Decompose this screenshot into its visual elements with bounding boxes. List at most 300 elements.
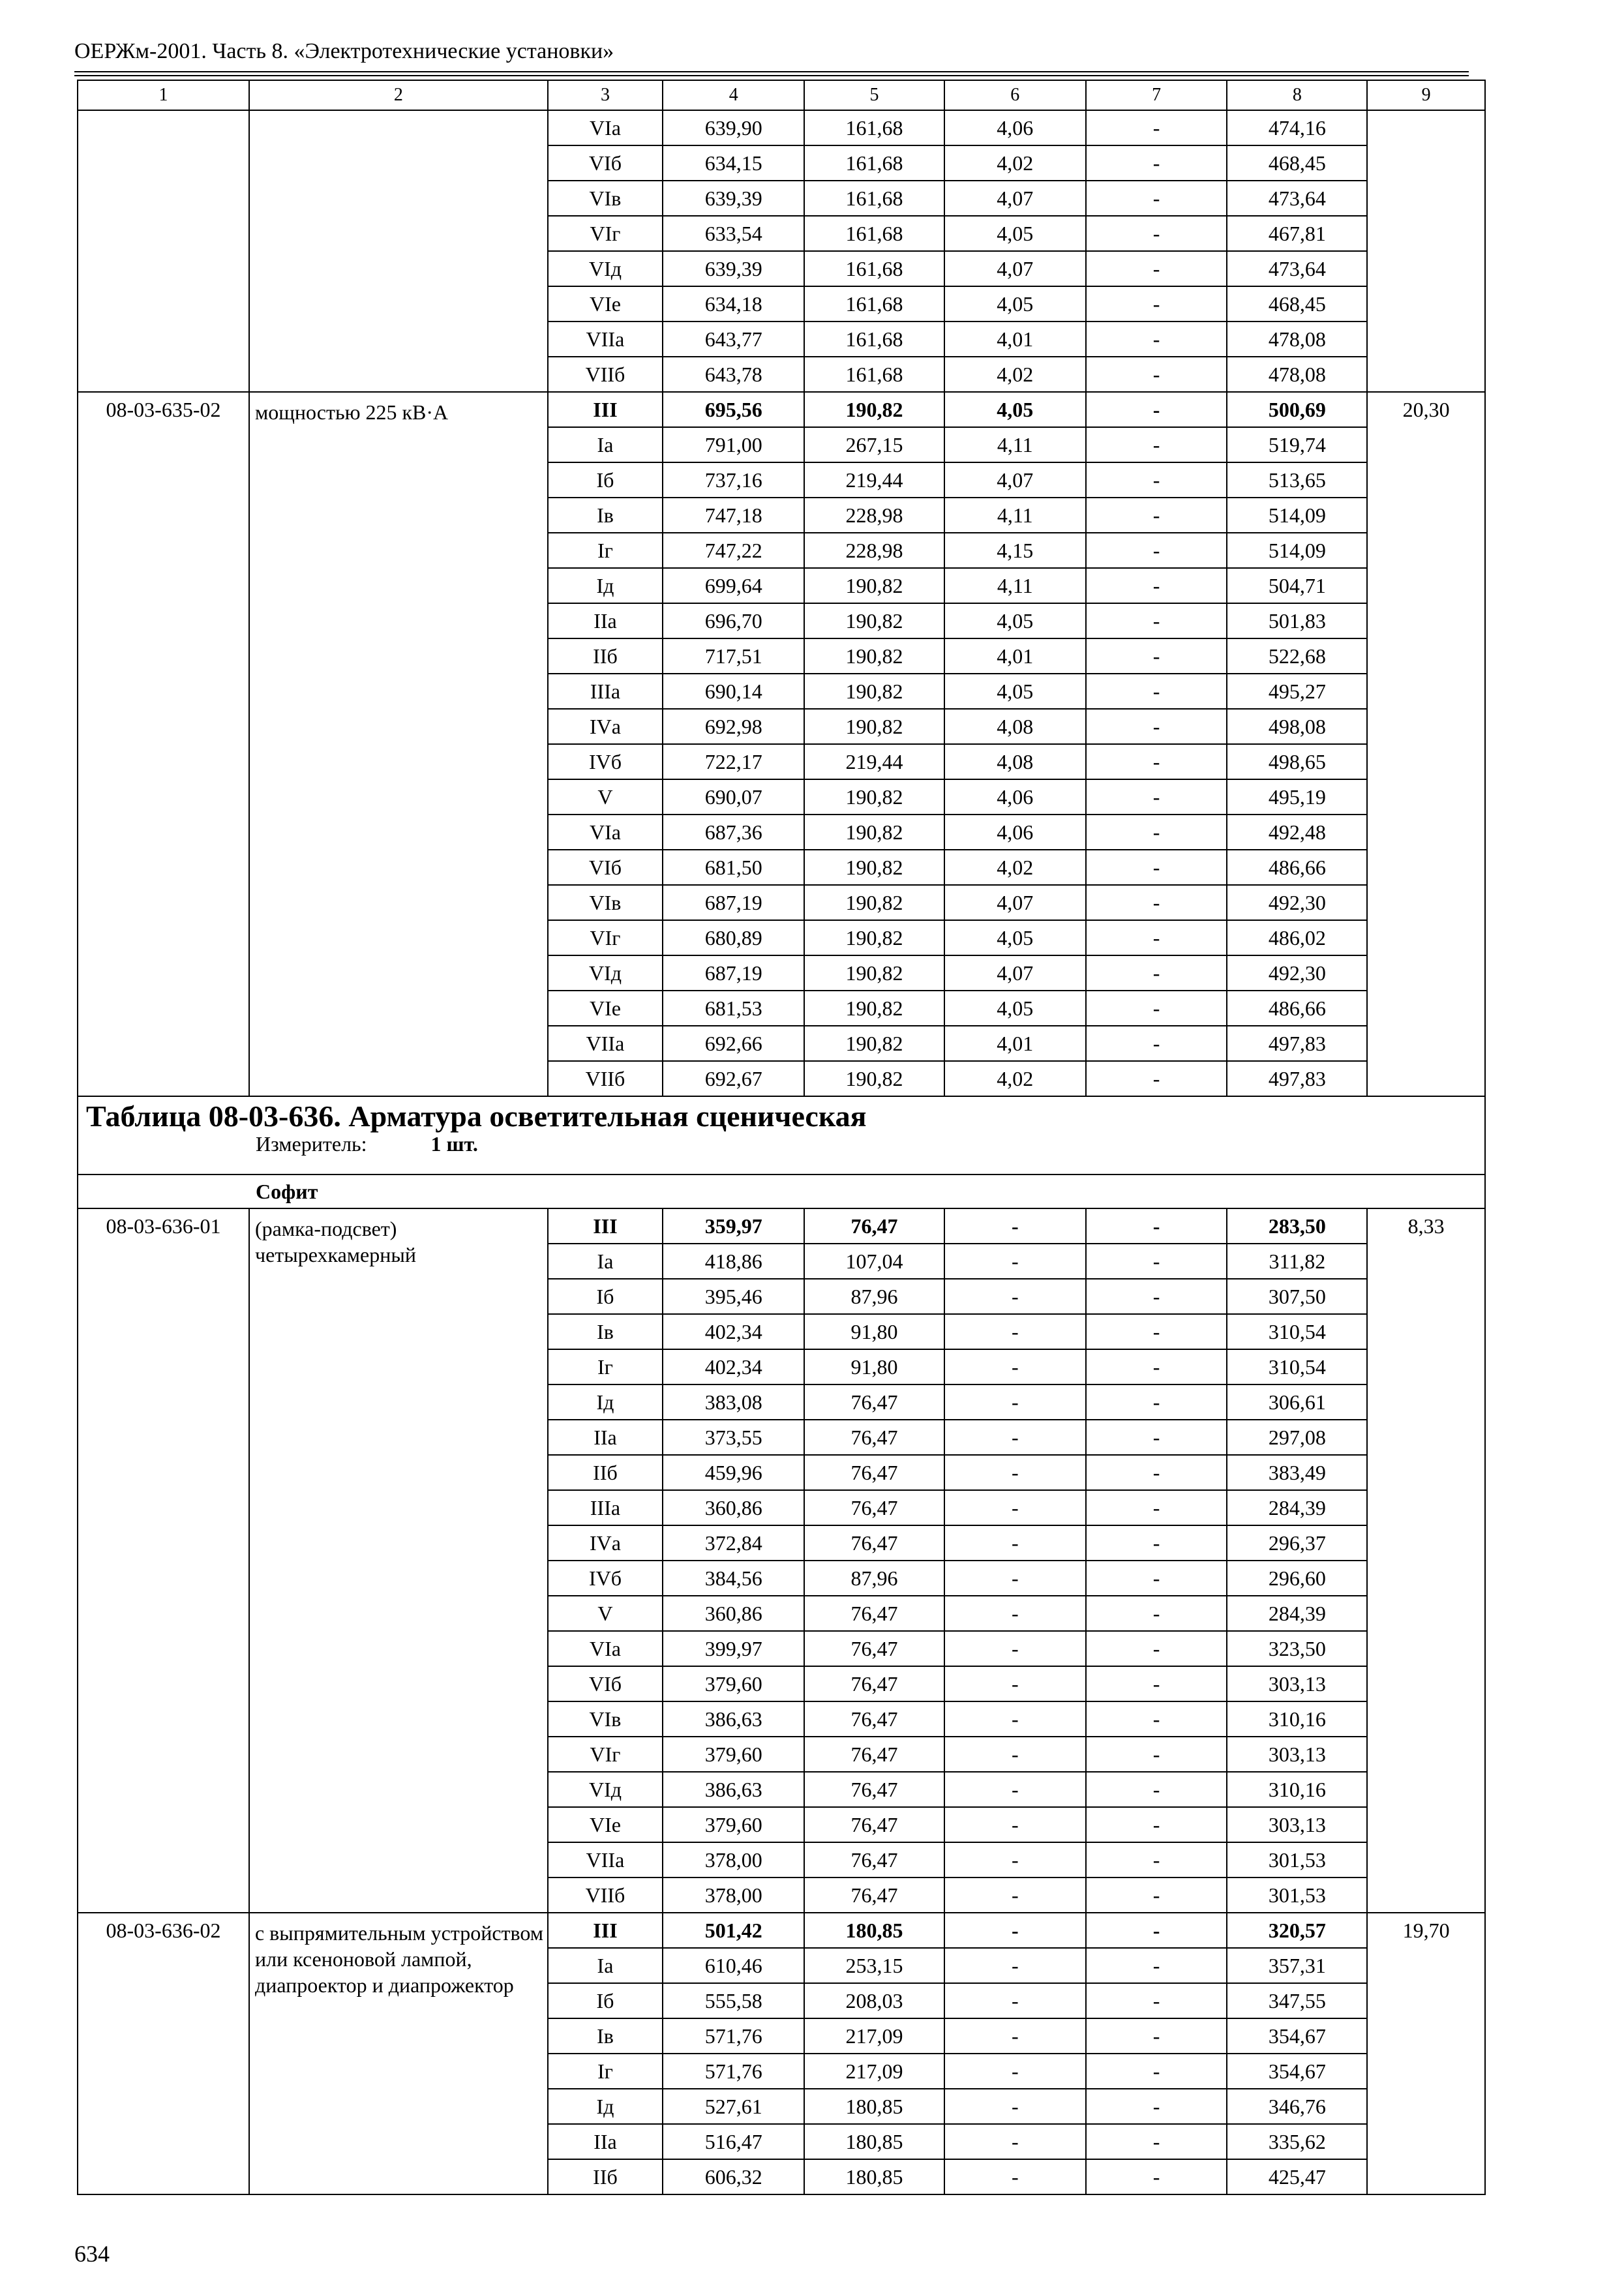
table-cell: 747,18	[663, 498, 804, 533]
table-cell: 4,05	[944, 920, 1086, 955]
table-cell: 76,47	[804, 1631, 944, 1666]
table-cell: -	[1086, 498, 1227, 533]
table-cell: 379,60	[663, 1737, 804, 1772]
table-cell: IIб	[548, 638, 663, 674]
table-cell: 486,66	[1227, 991, 1367, 1026]
table-cell: 498,08	[1227, 709, 1367, 744]
table-cell: 555,58	[663, 1983, 804, 2018]
table-cell: IVа	[548, 709, 663, 744]
table-cell: VIе	[548, 991, 663, 1026]
table-cell: Iг	[548, 1349, 663, 1384]
table-cell: 492,30	[1227, 885, 1367, 920]
table-cell: 383,49	[1227, 1455, 1367, 1490]
table-cell: Iг	[548, 533, 663, 568]
table-cell: 737,16	[663, 462, 804, 498]
table-cell: 4,02	[944, 850, 1086, 885]
table-cell: 4,06	[944, 779, 1086, 815]
item-name: (рамка-подсвет) четырехкамерный	[249, 1208, 548, 1913]
table-cell: 643,77	[663, 322, 804, 357]
table-cell: -	[1086, 2054, 1227, 2089]
table-cell: -	[1086, 603, 1227, 638]
table-cell: 681,53	[663, 991, 804, 1026]
table-cell: 495,19	[1227, 779, 1367, 815]
table-cell: 303,13	[1227, 1666, 1367, 1701]
table-cell: 161,68	[804, 357, 944, 392]
table-cell: 634,18	[663, 286, 804, 322]
table-cell: 4,07	[944, 955, 1086, 991]
group-cell	[78, 1174, 1485, 1208]
table-cell: 76,47	[804, 1525, 944, 1561]
column-number: 6	[944, 80, 1086, 110]
table-cell: 402,34	[663, 1314, 804, 1349]
item-weight: 19,70	[1367, 1913, 1485, 2194]
item-name: с выпрямительным устройством или ксеноновой лампой, диапроектор и диапрожектор	[249, 1913, 548, 2194]
table-cell: -	[944, 2089, 1086, 2124]
table-cell: -	[1086, 779, 1227, 815]
table-cell: -	[944, 1420, 1086, 1455]
table-cell: -	[944, 1701, 1086, 1737]
table-cell: 323,50	[1227, 1631, 1367, 1666]
item-code: 08-03-635-02	[78, 392, 249, 1096]
table-cell: 4,01	[944, 638, 1086, 674]
table-cell: 76,47	[804, 1666, 944, 1701]
table-cell: 687,36	[663, 815, 804, 850]
table-cell: VIе	[548, 286, 663, 322]
table-cell: 747,22	[663, 533, 804, 568]
table-cell: 690,14	[663, 674, 804, 709]
table-cell: 228,98	[804, 533, 944, 568]
running-header: ОЕРЖм-2001. Часть 8. «Электротехнические установки»	[74, 39, 614, 63]
item-code: 08-03-636-02	[78, 1913, 249, 2194]
table-cell: -	[944, 1631, 1086, 1666]
table-cell: 386,63	[663, 1701, 804, 1737]
table-cell: 267,15	[804, 427, 944, 462]
table-cell: 4,02	[944, 1061, 1086, 1096]
table-cell: 473,64	[1227, 181, 1367, 216]
table-cell: 4,05	[944, 674, 1086, 709]
table-cell: Iд	[548, 2089, 663, 2124]
table-cell: -	[1086, 251, 1227, 286]
table-cell: -	[944, 1913, 1086, 1948]
table-cell: 310,54	[1227, 1314, 1367, 1349]
table-cell: 307,50	[1227, 1279, 1367, 1314]
table-cell: 610,46	[663, 1948, 804, 1983]
table-cell: 383,08	[663, 1384, 804, 1420]
table-cell: IVб	[548, 1561, 663, 1596]
table-cell: 513,65	[1227, 462, 1367, 498]
table-cell: 301,53	[1227, 1842, 1367, 1878]
table-cell: VIв	[548, 885, 663, 920]
table-cell: III	[548, 1913, 663, 1948]
table-cell: 504,71	[1227, 568, 1367, 603]
table-title: Таблица 08-03-636. Арматура осветительная сценическая	[86, 1100, 867, 1133]
table-cell: IVб	[548, 744, 663, 779]
table-cell: 478,08	[1227, 357, 1367, 392]
table-cell: -	[1086, 181, 1227, 216]
table-cell: 347,55	[1227, 1983, 1367, 2018]
table-cell: 76,47	[804, 1842, 944, 1878]
table-cell: Iв	[548, 2018, 663, 2054]
table-cell: 500,69	[1227, 392, 1367, 427]
table-cell: 190,82	[804, 815, 944, 850]
table-cell: 346,76	[1227, 2089, 1367, 2124]
table-cell: -	[1086, 1279, 1227, 1314]
table-cell: 522,68	[1227, 638, 1367, 674]
column-number: 1	[78, 80, 249, 110]
table-cell: 190,82	[804, 1061, 944, 1096]
table-cell: -	[944, 1455, 1086, 1490]
table-cell: 384,56	[663, 1561, 804, 1596]
table-cell: 360,86	[663, 1596, 804, 1631]
table-title-row	[78, 1096, 1485, 1174]
table-cell: 217,09	[804, 2054, 944, 2089]
table-cell: VIд	[548, 955, 663, 991]
table-cell: IIIа	[548, 1490, 663, 1525]
header-rule	[74, 71, 1469, 72]
table-cell: IIа	[548, 1420, 663, 1455]
table-cell: -	[1086, 638, 1227, 674]
column-number: 2	[249, 80, 548, 110]
table-cell: 217,09	[804, 2018, 944, 2054]
table-cell: VIе	[548, 1807, 663, 1842]
table-cell: -	[1086, 1561, 1227, 1596]
table-cell: 4,11	[944, 498, 1086, 533]
table-cell: -	[1086, 815, 1227, 850]
table-row	[78, 1913, 1485, 1948]
table-cell: 190,82	[804, 850, 944, 885]
table-cell: 284,39	[1227, 1596, 1367, 1631]
table-cell: 4,06	[944, 815, 1086, 850]
table-cell: -	[1086, 533, 1227, 568]
table-cell: -	[1086, 1490, 1227, 1525]
table-cell: 468,45	[1227, 286, 1367, 322]
table-cell: -	[944, 2018, 1086, 2054]
table-cell: 320,57	[1227, 1913, 1367, 1948]
table-cell: 425,47	[1227, 2159, 1367, 2194]
table-cell: 190,82	[804, 638, 944, 674]
table-cell: III	[548, 392, 663, 427]
table-cell: -	[944, 1279, 1086, 1314]
table-cell: 335,62	[1227, 2124, 1367, 2159]
table-cell: Iг	[548, 2054, 663, 2089]
table-cell: -	[944, 1772, 1086, 1807]
table-cell: 310,16	[1227, 1772, 1367, 1807]
table-cell: 681,50	[663, 850, 804, 885]
table-cell: 161,68	[804, 251, 944, 286]
table-cell: 695,56	[663, 392, 804, 427]
table-cell: 4,01	[944, 322, 1086, 357]
table-cell: 4,05	[944, 392, 1086, 427]
table-cell: 297,08	[1227, 1420, 1367, 1455]
table-cell: -	[944, 1948, 1086, 1983]
table-cell: 4,07	[944, 181, 1086, 216]
table-cell: 519,74	[1227, 427, 1367, 462]
table-cell: 76,47	[804, 1208, 944, 1244]
column-number: 8	[1227, 80, 1367, 110]
table-cell: -	[1086, 110, 1227, 145]
table-cell: 180,85	[804, 2089, 944, 2124]
table-cell: -	[1086, 145, 1227, 181]
table-cell: 4,11	[944, 427, 1086, 462]
table-cell: 161,68	[804, 216, 944, 251]
table-cell: 4,07	[944, 885, 1086, 920]
table-cell: 301,53	[1227, 1878, 1367, 1913]
table-cell: 107,04	[804, 1244, 944, 1279]
table-cell: 699,64	[663, 568, 804, 603]
table-cell: VIIб	[548, 357, 663, 392]
table-cell: 161,68	[804, 181, 944, 216]
table-cell: V	[548, 1596, 663, 1631]
table-cell: 4,08	[944, 709, 1086, 744]
table-cell: Iб	[548, 462, 663, 498]
table-cell: 180,85	[804, 1913, 944, 1948]
table-cell: -	[1086, 674, 1227, 709]
table-cell: 527,61	[663, 2089, 804, 2124]
table-cell: 373,55	[663, 1420, 804, 1455]
table-row	[78, 392, 1485, 427]
column-number: 3	[548, 80, 663, 110]
table-cell: 180,85	[804, 2159, 944, 2194]
table-cell: VIа	[548, 110, 663, 145]
table-cell: -	[1086, 1666, 1227, 1701]
column-number: 4	[663, 80, 804, 110]
table-cell: -	[1086, 2089, 1227, 2124]
table-cell: -	[1086, 991, 1227, 1026]
table-cell: 228,98	[804, 498, 944, 533]
item-code: 08-03-636-01	[78, 1208, 249, 1913]
table-cell: 91,80	[804, 1314, 944, 1349]
table-cell: 190,82	[804, 955, 944, 991]
table-cell: 310,54	[1227, 1349, 1367, 1384]
table-cell: 399,97	[663, 1631, 804, 1666]
table-cell: 190,82	[804, 779, 944, 815]
table-cell: Iд	[548, 568, 663, 603]
table-cell: 486,66	[1227, 850, 1367, 885]
table-cell: 354,67	[1227, 2018, 1367, 2054]
table-cell: 378,00	[663, 1842, 804, 1878]
group-row	[78, 1174, 1485, 1208]
table-cell: 680,89	[663, 920, 804, 955]
table-cell: VIд	[548, 251, 663, 286]
table-cell: 571,76	[663, 2054, 804, 2089]
table-cell: 492,48	[1227, 815, 1367, 850]
table-cell: 4,05	[944, 216, 1086, 251]
table-cell: 76,47	[804, 1420, 944, 1455]
table-cell: -	[944, 1737, 1086, 1772]
table-cell: VIIа	[548, 322, 663, 357]
table-cell: 516,47	[663, 2124, 804, 2159]
item-name	[249, 110, 548, 392]
table-cell: 696,70	[663, 603, 804, 638]
table-cell: -	[1086, 462, 1227, 498]
table-cell: -	[944, 1525, 1086, 1561]
table-cell: -	[1086, 1737, 1227, 1772]
table-cell: 791,00	[663, 427, 804, 462]
table-cell: Iб	[548, 1983, 663, 2018]
table-cell: -	[944, 1349, 1086, 1384]
table-cell: 459,96	[663, 1455, 804, 1490]
table-cell: 378,00	[663, 1878, 804, 1913]
table-cell: -	[1086, 1026, 1227, 1061]
table-cell: 643,78	[663, 357, 804, 392]
page-number: 634	[74, 2241, 110, 2267]
table-cell: 190,82	[804, 885, 944, 920]
table-cell: 161,68	[804, 110, 944, 145]
table-cell: 190,82	[804, 709, 944, 744]
table-cell: 76,47	[804, 1878, 944, 1913]
table-cell: 501,83	[1227, 603, 1367, 638]
table-cell: VIг	[548, 920, 663, 955]
table-cell: 161,68	[804, 145, 944, 181]
table-cell: 283,50	[1227, 1208, 1367, 1244]
table-cell: 4,07	[944, 251, 1086, 286]
table-cell: 692,67	[663, 1061, 804, 1096]
table-cell: -	[1086, 1244, 1227, 1279]
table-cell: -	[1086, 1384, 1227, 1420]
table-cell: 722,17	[663, 744, 804, 779]
unit-value: 1 шт.	[430, 1132, 478, 1156]
table-cell: 474,16	[1227, 110, 1367, 145]
table-cell: 253,15	[804, 1948, 944, 1983]
table-cell: 4,15	[944, 533, 1086, 568]
table-cell: 478,08	[1227, 322, 1367, 357]
item-code	[78, 110, 249, 392]
table-cell: 76,47	[804, 1384, 944, 1420]
table-cell: 296,37	[1227, 1525, 1367, 1561]
table-cell: -	[944, 1490, 1086, 1525]
table-cell: -	[944, 1807, 1086, 1842]
table-cell: -	[1086, 1913, 1227, 1948]
table-cell: 190,82	[804, 1026, 944, 1061]
table-cell: -	[1086, 216, 1227, 251]
table-cell: -	[1086, 885, 1227, 920]
table-cell: -	[1086, 427, 1227, 462]
table-cell: 4,06	[944, 110, 1086, 145]
table-cell: 634,15	[663, 145, 804, 181]
table-cell: 418,86	[663, 1244, 804, 1279]
table-cell: -	[944, 2159, 1086, 2194]
table-title-cell	[78, 1096, 1485, 1174]
table-cell: -	[1086, 1807, 1227, 1842]
table-cell: 357,31	[1227, 1948, 1367, 1983]
table-cell: 161,68	[804, 322, 944, 357]
table-cell: VIд	[548, 1772, 663, 1807]
table-cell: -	[1086, 1061, 1227, 1096]
table-cell: Iд	[548, 1384, 663, 1420]
table-cell: 76,47	[804, 1596, 944, 1631]
table-cell: 303,13	[1227, 1737, 1367, 1772]
table-cell: 379,60	[663, 1807, 804, 1842]
table-cell: VIг	[548, 1737, 663, 1772]
table-cell: VIIа	[548, 1842, 663, 1878]
table-cell: -	[1086, 286, 1227, 322]
table-cell: 359,97	[663, 1208, 804, 1244]
table-cell: -	[1086, 1983, 1227, 2018]
item-weight: 20,30	[1367, 392, 1485, 1096]
table-cell: -	[944, 1878, 1086, 1913]
table-cell: 467,81	[1227, 216, 1367, 251]
table-cell: 386,63	[663, 1772, 804, 1807]
table-cell: -	[1086, 2124, 1227, 2159]
table-cell: VIв	[548, 181, 663, 216]
table-cell: 219,44	[804, 744, 944, 779]
table-cell: 306,61	[1227, 1384, 1367, 1420]
table-cell: IIа	[548, 2124, 663, 2159]
item-weight: 8,33	[1367, 1208, 1485, 1913]
table-cell: -	[944, 1314, 1086, 1349]
table-cell: VIа	[548, 1631, 663, 1666]
table-cell: 76,47	[804, 1455, 944, 1490]
table-cell: 76,47	[804, 1490, 944, 1525]
column-number: 5	[804, 80, 944, 110]
table-cell: VIIа	[548, 1026, 663, 1061]
table-cell: 4,02	[944, 357, 1086, 392]
table-cell: -	[1086, 1349, 1227, 1384]
table-cell: 360,86	[663, 1490, 804, 1525]
table-cell: 514,09	[1227, 533, 1367, 568]
table-cell: -	[1086, 1948, 1227, 1983]
table-cell: 687,19	[663, 885, 804, 920]
table-cell: 690,07	[663, 779, 804, 815]
table-cell: VIб	[548, 145, 663, 181]
table-cell: 497,83	[1227, 1026, 1367, 1061]
table-cell: IIб	[548, 1455, 663, 1490]
table-cell: -	[1086, 2159, 1227, 2194]
table-cell: Iа	[548, 427, 663, 462]
table-cell: 692,98	[663, 709, 804, 744]
table-cell: IIб	[548, 2159, 663, 2194]
header-rule-double	[74, 75, 1469, 76]
table-cell: 311,82	[1227, 1244, 1367, 1279]
table-cell: -	[944, 1983, 1086, 2018]
table-cell: 190,82	[804, 392, 944, 427]
table-cell: -	[944, 2054, 1086, 2089]
table-cell: -	[944, 1842, 1086, 1878]
table-cell: Iа	[548, 1244, 663, 1279]
table-cell: 190,82	[804, 991, 944, 1026]
table-cell: -	[944, 2124, 1086, 2159]
table-cell: 76,47	[804, 1737, 944, 1772]
table-cell: -	[1086, 1208, 1227, 1244]
table-cell: 190,82	[804, 674, 944, 709]
table-cell: -	[1086, 1701, 1227, 1737]
table-cell: 379,60	[663, 1666, 804, 1701]
table-cell: 91,80	[804, 1349, 944, 1384]
table-cell: 501,42	[663, 1913, 804, 1948]
table-cell: -	[1086, 1631, 1227, 1666]
table-cell: 284,39	[1227, 1490, 1367, 1525]
table-cell: 486,02	[1227, 920, 1367, 955]
table-cell: -	[1086, 1772, 1227, 1807]
table-cell: VIб	[548, 1666, 663, 1701]
column-number-row	[78, 80, 1485, 110]
price-table	[77, 80, 1486, 2195]
table-cell: -	[1086, 1455, 1227, 1490]
table-cell: -	[1086, 568, 1227, 603]
table-cell: -	[1086, 1878, 1227, 1913]
table-cell: VIIб	[548, 1061, 663, 1096]
table-cell: 310,16	[1227, 1701, 1367, 1737]
table-cell: 495,27	[1227, 674, 1367, 709]
table-cell: 76,47	[804, 1807, 944, 1842]
table-cell: 180,85	[804, 2124, 944, 2159]
table-cell: 4,05	[944, 991, 1086, 1026]
table-cell: 473,64	[1227, 251, 1367, 286]
table-cell: VIг	[548, 216, 663, 251]
table-cell: 639,39	[663, 251, 804, 286]
table-cell: 395,46	[663, 1279, 804, 1314]
table-cell: 190,82	[804, 568, 944, 603]
